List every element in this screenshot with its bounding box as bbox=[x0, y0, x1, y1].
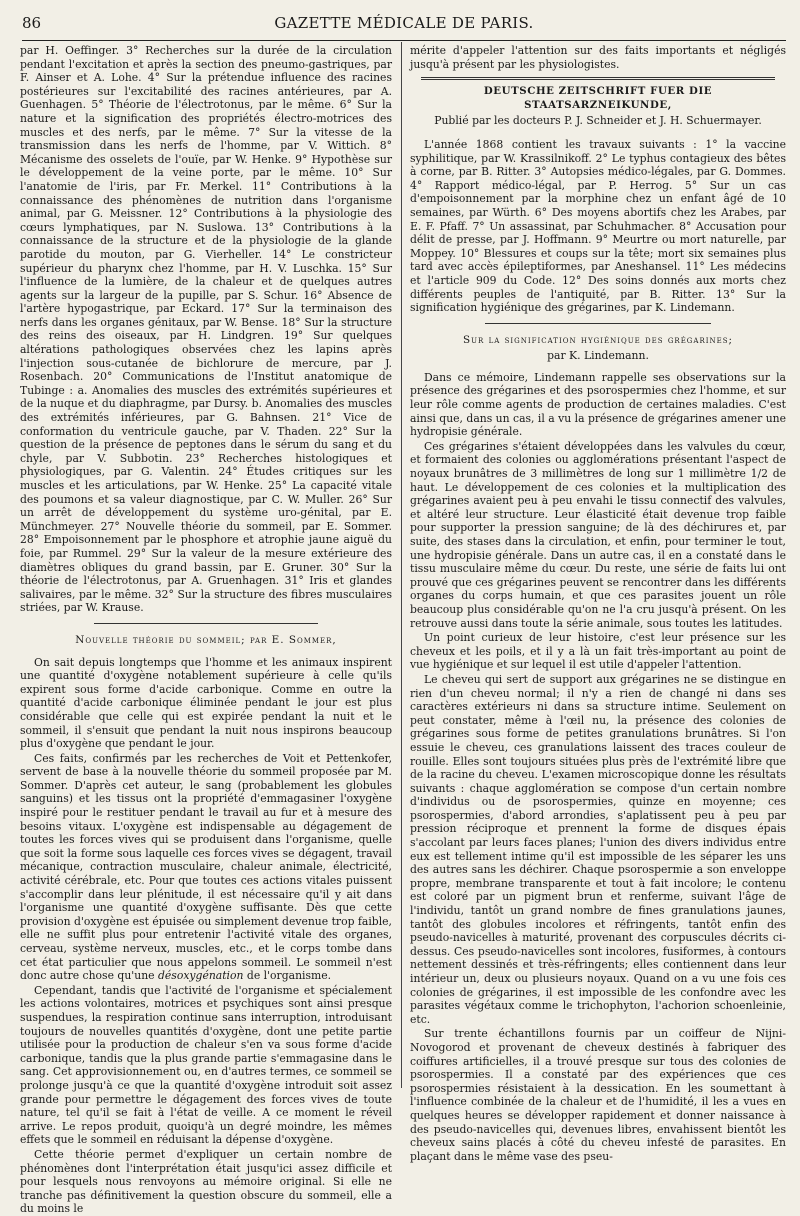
section-title-sommeil: Nouvelle théorie du sommeil; par E. Sommer, bbox=[75, 633, 337, 646]
journal-title: GAZETTE MÉDICALE DE PARIS. bbox=[274, 14, 534, 32]
page-header bbox=[22, 10, 786, 41]
body-paragraph bbox=[20, 752, 392, 983]
body-paragraph: Le cheveu qui sert de support aux grégarines ne se distingue en rien d'un cheveu normal; il n'y a rien de changé ni dans ses caractères extérieurs ni dans sa structure intime. Seulement on peut constater, même à l'œil nu, la présence des colonies de grégarines sous forme de petites granulations brunâtres. Si l'on essuie le cheveu, ces granulations laissent des traces couleur de rouille. Elles sont toujours situées plus près de l'extrémité libre que de la racine du cheveu. L'examen microscopique donne les résultats suivants : chaque agglomération se compose d'un certain nombre d'individus ou de psorospermies, quinze en moyenne; ces psorospermies, d'abord arrondies, s'aplatissent peu à peu par pression réciproque et prennent la forme de disques épais s'accolant par leurs faces planes; l'union des divers individus entre eux est tellement intime qu'il est impossible de les séparer les uns des autres sans les déchirer. Chaque psorospermie a son enveloppe propre, membrane transparente et tout à fait incolore; le contenu est coloré par un pigment brun et renferme, suivant l'âge de l'individu, tantôt un grand nombre de fines granulations jaunes, tantôt des globules incolores et réfringents, tantôt enfin des pseudo-navicelles à maturité, provenant des corpuscules décrits ci-dessus. Ces pseudo-navicelles sont incolores, fusiformes, à contours nettement dessinés et très-réfringents; elles contiennent dans leur intérieur un, deux ou plusieurs noyaux. Quand on a vu une fois ces colonies de grégarines, il est impossible de les confondre avec les parasites végétaux comme le trichophyton, l'achorion schoenleinie, etc. bbox=[410, 672, 786, 1026]
body-paragraph: On sait depuis longtemps que l'homme et les animaux inspirent une quantité d'oxygène notablement supérieure à celle qu'ils expirent sous forme d'acide carbonique. Comme en outre la quantité d'acide carbonique éliminée pendant le jour est plus considérable que celle qui est expirée pendant la nuit et le sommeil, il s'ensuit que pendant la nuit nous inspirons beaucoup plus d'oxygène que pendant le jour. bbox=[20, 655, 392, 751]
right-column bbox=[410, 44, 786, 1163]
journal-review-subtitle: Publié par les docteurs P. J. Schneider et J. H. Schuermayer. bbox=[434, 114, 762, 128]
section-separator bbox=[94, 623, 317, 624]
journal-review-title: DEUTSCHE ZEITSCHRIFT FUER DIE STAATSARZNEIKUNDE, bbox=[483, 85, 713, 111]
body-text: de l'organisme. bbox=[246, 969, 332, 983]
page-number: 86 bbox=[22, 14, 42, 32]
list-paragraph: par H. Oeffinger. 3° Recherches sur la durée de la circulation pendant l'excitation et après la section des pneumo-gastriques, par F. Ainser et A. Lohe. 4° Sur la prétendue influence des racines postérieures sur l'excitabilité des racines antérieures, par A. Guenhagen. 5° Théorie de l'électrotonus, par le même. 6° Sur la nature et la signification des propriétés électro-motrices des muscles et des nerfs, par le même. 7° Sur la vitesse de la transmission dans les nerfs de l'homme, par V. Wittich. 8° Mécanisme des osselets de l'ouïe, par W. Henke. 9° Hypothèse sur le développement de la veine porte, par le même. 10° Sur l'anatomie de l'iris, par Fr. Merkel. 11° Contributions à la connaissance des phénomènes de nutrition dans l'organisme animal, par G. Meissner. 12° Contributions à la physiologie des cœurs lymphatiques, par N. Suslowa. 13° Contributions à la connaissance de la structure et de la physiologie de la glande parotide du mouton, par G. Vierheller. 14° Le constricteur supérieur du pharynx chez l'homme, par H. V. Luschka. 15° Sur l'influence de la lumière, de la chaleur et de quelques autres agents sur la largeur de la pupille, par S. Schur. 16° Absence de l'artère hypogastrique, par Eckard. 17° Sur la terminaison des nerfs dans les organes génitaux, par W. Bense. 18° Sur la structure des reins des oiseaux, par H. Lindgren. 19° Sur quelques altérations pathologiques observées chez les lapins après l'injection sous-cutanée de bichlorure de mercure, par J. Rosenbach. 20° Communications de l'Institut anatomique de Tubinge : a. Anomalies des muscles des extrémités supérieures et de la nuque et du diaphragme, par Dursy. b. Anomalies des muscles des extrémités inférieures, par G. Bahnsen. 21° Vice de conformation du ventricule gauche, par V. Thaden. 22° Sur la question de la présence de peptones dans le sérum du sang et du chyle, par V. Subbotin. 23° Recherches histologiques et physiologiques, par G. Valentin. 24° Études critiques sur les muscles et les articulations, par W. Henke. 25° La capacité vitale des poumons et sa valeur diagnostique, par C. W. Muller. 26° Sur un arrêt de développement du système uro-génital, par E. Münchmeyer. 27° Nouvelle théorie du sommeil, par E. Sommer. 28° Empoisonnement par le phosphore et atrophie jaune aiguë du foie, par Rummel. 29° Sur la valeur de la mesure extérieure des diamètres obliques du grand bassin, par E. Gruner. 30° Sur la théorie de l'électrotonus, par A. Gruenhagen. 31° Iris et glandes salivaires, par le même. 32° Sur la structure des fibres musculaires striées, par W. Krause. bbox=[20, 44, 392, 615]
body-text: Ces faits, confirmés par les recherches de Voit et Pettenkofer, servent de base à la nouvelle théorie du sommeil proposée par M. Sommer. D'après cet auteur, le sang (probablement les globules sanguins) et les tissus ont la propriété d'emmagasiner l'oxygène inspiré pour le restituer pendant le travail au fur et à mesure des besoins vitaux. L'oxygène est indispensable au dégagement de toutes les forces vives qui se produisent dans l'organisme, quelle que soit la forme sous laquelle ces forces vives se dégagent, travail mécanique, contraction musculaire, chaleur animale, électricité, activité cérébrale, etc. Pour que toutes ces actions vitales puissent s'accomplir dans leur plénitude, il est nécessaire qu'il y ait dans l'organisme une quantité d'oxygène suffisante. Dès que cette provision d'oxygène est épuisée ou simplement devenue trop faible, elle ne suffit plus pour entretenir l'activité vitale des organes, cerveau, système nerveux, muscles, etc., et le corps tombe dans cet état particulier que nous appelons sommeil. Le sommeil n'est donc autre chose qu'une bbox=[20, 751, 392, 983]
continuation-paragraph: mérite d'appeler l'attention sur des faits importants et négligés jusqu'à présent par les physiologistes. bbox=[410, 44, 786, 71]
body-paragraph: Cependant, tandis que l'activité de l'organisme et spécialement les actions volontaires, motrices et psychiques sont ainsi presque suspendues, la respiration continue sans interruption, introduisant toujours de nouvelles quantités d'oxygène, dont une petite partie utilisée pour la production de chaleur s'en va sous forme d'acide carbonique, tandis que la plus grande partie s'emmagasine dans le sang. Cet approvisionnement ou, en d'autres termes, ce sommeil se prolonge jusqu'à ce que la quantité d'oxygène introduit soit assez grande pour permettre le dégagement des forces vives de toute nature, tel qu'il se fait à l'état de veille. A ce moment le réveil arrive. Le repos produit, quoiqu'à un degré moindre, les mêmes effets que le sommeil en réduisant la dépense d'oxygène. bbox=[20, 983, 392, 1147]
body-paragraph: Dans ce mémoire, Lindemann rappelle ses observations sur la présence des grégarines et des psorospermies chez l'homme, et sur leur rôle comme agents de production de certaines maladies. C'est ainsi que, dans un cas, il a vu la présence de grégarines amener une hydropisie générale. bbox=[410, 370, 786, 439]
italic-term: désoxygénation bbox=[158, 969, 244, 983]
section-separator bbox=[485, 323, 711, 324]
list-paragraph: L'année 1868 contient les travaux suivants : 1° la vaccine syphilitique, par W. Krassilnikoff. 2° Le typhus contagieux des bêtes à corne, par B. Ritter. 3° Autopsies médico-légales, par G. Dommes. 4° Rapport médico-légal, par P. Herrog. 5° Sur un cas d'empoisonnement par la morphine chez un enfant âgé de 10 semaines, par Würth. 6° Des moyens abortifs chez les Arabes, par E. F. Pfaff. 7° Un assassinat, par Schuhmacher. 8° Accusation pour délit de presse, par J. Hoffmann. 9° Meurtre ou mort naturelle, par Moppey. 10° Blessures et coups sur la tête; mort six semaines plus tard avec accès épileptiformes, par Aneshansel. 11° Les médecins et l'article 909 du Code. 12° Des soins donnés aux morts chez différents peuples de l'antiquité, par B. Ritter. 13° Sur la signification hygiénique des grégarines, par K. Lindemann. bbox=[410, 137, 786, 315]
column-divider bbox=[401, 42, 402, 1088]
body-paragraph: Cette théorie permet d'expliquer un certain nombre de phénomènes dont l'interprétation était jusqu'ici assez difficile et pour lesquels nous renvoyons au mémoire original. Si elle ne tranche pas définitivement la question obscure du sommeil, elle a du moins le bbox=[20, 1147, 392, 1216]
body-paragraph: Un point curieux de leur histoire, c'est leur présence sur les cheveux et les poils, et il y a là un fait très-important au point de vue hygiénique et sur lequel il est utile d'appeler l'attention. bbox=[410, 631, 786, 672]
section-title-gregarines: Sur la signification hygiénique des grégarines; bbox=[462, 333, 734, 346]
body-paragraph: Sur trente échantillons fournis par un coiffeur de Nijni-Novogorod et provenant de cheveux destinés à fabriquer des coiffures artificielles, il a trouvé presque sur tous des colonies de psorospermies. Il a constaté par des expériences que ces psorospermies résistaient à la dessication. En les soumettant à l'influence combinée de la chaleur et de l'humidité, il les a vues en quelques heures se développer rapidement et donner naissance à des pseudo-navicelles qui, devenues libres, envahissent bientôt les cheveux sains placés à côté du cheveu infesté de parasites. En plaçant dans le même vase des pseu- bbox=[410, 1027, 786, 1163]
section-author: par K. Lindemann. bbox=[547, 349, 649, 363]
left-column bbox=[20, 44, 392, 1216]
body-paragraph: Ces grégarines s'étaient développées dans les valvules du cœur, et formaient des colonies ou agglomérations présentant l'aspect de noyaux brunâtres de 3 millimètres de long sur 1 millimètre 1/2 de haut. Le développement de ces colonies et la multiplication des grégarines avaient peu à peu envahi le tissu connectif des valvules, et altéré leur structure. Leur élasticité était devenue trop faible pour supporter la pression sanguine; de là des déchirures et, par suite, des stases dans la circulation, et enfin, pour terminer le tout, une hydropisie générale. Dans un autre cas, il en a constaté dans le tissu musculaire même du cœur. Du reste, une série de faits lui ont prouvé que ces grégarines peuvent se rencontrer dans les différents organes du corps humain, et que ces parasites jouent un rôle beaucoup plus considérable qu'on ne l'a cru jusqu'à présent. On les retrouve aussi dans toute la série animale, sous toutes les latitudes. bbox=[410, 439, 786, 630]
section-separator bbox=[421, 77, 774, 80]
